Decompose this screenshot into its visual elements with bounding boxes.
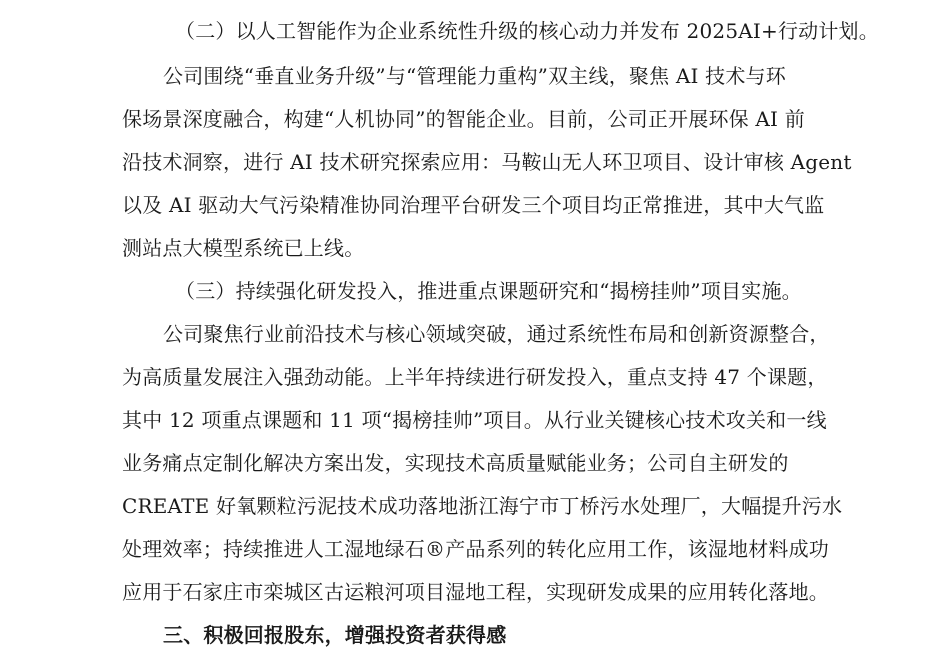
paragraph-ai-line-5: 测站点大模型系统已上线。 — [122, 236, 365, 260]
paragraph-ai-line-3: 沿技术洞察，进行 AI 技术研究探索应用：马鞍山无人环卫项目、设计审核 Agent — [122, 150, 852, 174]
paragraph-rd-line-7: 应用于石家庄市栾城区古运粮河项目湿地工程，实现研发成果的应用转化落地。 — [122, 580, 829, 604]
paragraph-rd-line-2: 为高质量发展注入强劲动能。上半年持续进行研发投入，重点支持 47 个课题， — [122, 365, 828, 389]
subsection-title-3: （三）持续强化研发投入，推进重点课题研究和“揭榜挂帅”项目实施。 — [175, 279, 802, 303]
paragraph-ai-line-1: 公司围绕“垂直业务升级”与“管理能力重构”双主线，聚焦 AI 技术与环 — [163, 64, 786, 88]
section-heading-3: 三、积极回报股东，增强投资者获得感 — [163, 623, 507, 647]
paragraph-rd-line-4: 业务痛点定制化解决方案出发，实现技术高质量赋能业务；公司自主研发的 — [122, 451, 789, 475]
paragraph-rd-line-5: CREATE 好氧颗粒污泥技术成功落地浙江海宁市丁桥污水处理厂，大幅提升污水 — [122, 494, 843, 518]
paragraph-rd-line-1: 公司聚焦行业前沿技术与核心领域突破，通过系统性布局和创新资源整合， — [163, 322, 830, 346]
paragraph-ai-line-2: 保场景深度融合，构建“人机协同”的智能企业。目前，公司正开展环保 AI 前 — [122, 107, 805, 131]
paragraph-ai-line-4: 以及 AI 驱动大气污染精准协同治理平台研发三个项目均正常推进，其中大气监 — [122, 193, 825, 217]
paragraph-rd-line-6: 处理效率；持续推进人工湿地绿石®产品系列的转化应用工作，该湿地材料成功 — [122, 537, 829, 561]
paragraph-rd-line-3: 其中 12 项重点课题和 11 项“揭榜挂帅”项目。从行业关键核心技术攻关和一线 — [122, 408, 827, 432]
subsection-title-2: （二）以人工智能作为企业系统性升级的核心动力并发布 2025AI+行动计划。 — [175, 19, 879, 43]
